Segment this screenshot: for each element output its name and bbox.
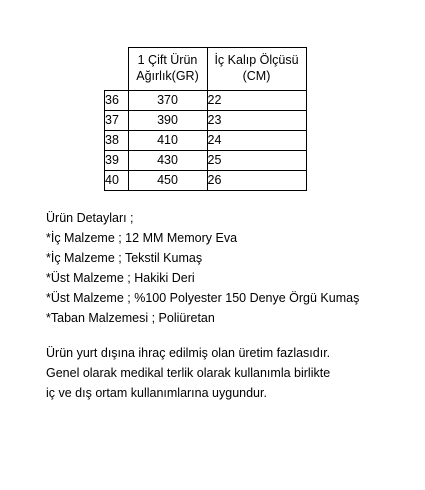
weight-cell: 430 bbox=[128, 151, 207, 171]
product-details bbox=[46, 208, 359, 328]
mold-size-cell: 25 bbox=[207, 151, 306, 171]
mold-size-cell: 24 bbox=[207, 131, 306, 151]
weight-cell: 370 bbox=[128, 91, 207, 111]
mold-size-cell: 22 bbox=[207, 91, 306, 111]
note-line: iç ve dış ortam kullanımlarına uygundur. bbox=[46, 386, 267, 400]
size-table bbox=[104, 47, 307, 191]
size-cell: 40 bbox=[105, 171, 129, 191]
size-table-corner-cell bbox=[105, 48, 129, 91]
table-row bbox=[105, 171, 307, 191]
mold-size-cell: 26 bbox=[207, 171, 306, 191]
details-title: Ürün Detayları ; bbox=[46, 211, 134, 225]
mold-header-line-1: İç Kalıp Ölçüsü bbox=[214, 53, 299, 68]
note-line: Genel olarak medikal terlik olarak kullanımla birlikte bbox=[46, 366, 331, 380]
weight-column-header bbox=[128, 48, 207, 91]
weight-header-line-2: Ağırlık(GR) bbox=[136, 69, 199, 83]
size-cell: 39 bbox=[105, 151, 129, 171]
table-row bbox=[105, 91, 307, 111]
product-note bbox=[46, 343, 330, 403]
size-cell: 36 bbox=[105, 91, 129, 111]
detail-line: *Üst Malzeme ; %100 Polyester 150 Denye Örgü Kumaş bbox=[46, 291, 360, 305]
mold-column-header bbox=[207, 48, 306, 91]
table-row bbox=[105, 111, 307, 131]
mold-size-cell: 23 bbox=[207, 111, 306, 131]
weight-header-line-1: 1 Çift Ürün bbox=[137, 53, 198, 68]
table-row bbox=[105, 131, 307, 151]
detail-line: *Taban Malzemesi ; Poliüretan bbox=[46, 311, 215, 325]
detail-line: *Üst Malzeme ; Hakiki Deri bbox=[46, 271, 195, 285]
mold-header-line-2: (CM) bbox=[242, 69, 271, 83]
table-row bbox=[105, 151, 307, 171]
weight-cell: 410 bbox=[128, 131, 207, 151]
weight-cell: 450 bbox=[128, 171, 207, 191]
size-cell: 38 bbox=[105, 131, 129, 151]
detail-line: *İç Malzeme ; Tekstil Kumaş bbox=[46, 251, 203, 265]
size-cell: 37 bbox=[105, 111, 129, 131]
detail-line: *İç Malzeme ; 12 MM Memory Eva bbox=[46, 231, 238, 245]
weight-cell: 390 bbox=[128, 111, 207, 131]
size-table-header-row bbox=[105, 48, 307, 91]
note-line: Ürün yurt dışına ihraç edilmiş olan üretim fazlasıdır. bbox=[46, 346, 331, 360]
